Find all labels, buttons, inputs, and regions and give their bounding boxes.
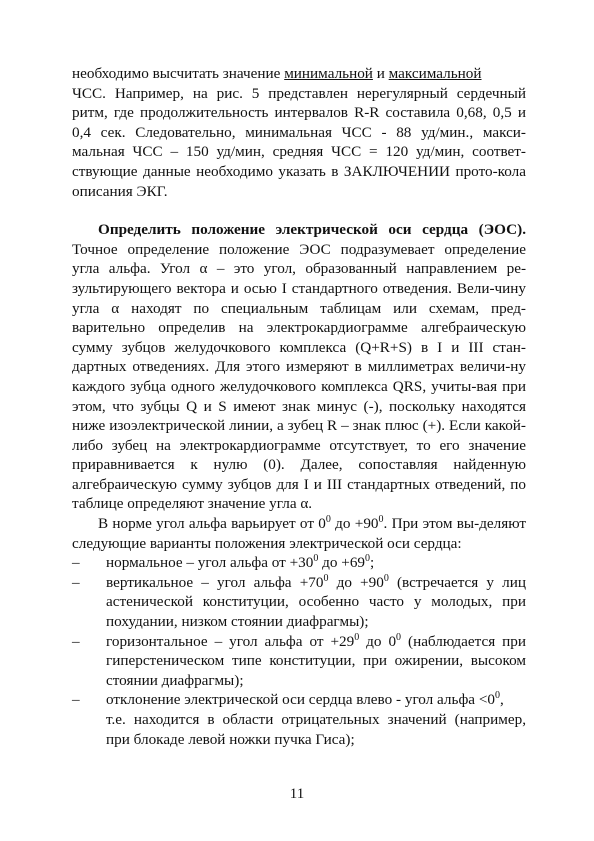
- paragraph-eos: [72, 220, 526, 514]
- dash-marker: –: [72, 554, 80, 572]
- text-span: необходимо высчитать значение: [72, 65, 285, 82]
- paragraph-heart-rate: [72, 64, 526, 201]
- text-span: нормальное – угол альфа от +30: [106, 554, 314, 572]
- text-span: отклонение электрической оси сердца влево - угол альфа <0: [106, 691, 495, 709]
- dash-marker: –: [72, 632, 80, 650]
- list-item: [72, 690, 526, 749]
- text-span: (наблюдается при гиперстеническом типе конституции, при ожирении, высоком стоянии диафрагмы);: [106, 632, 526, 689]
- text-span: до 0: [359, 632, 397, 650]
- degree-superscript: 0: [313, 553, 319, 565]
- text-span: (встречается у лиц астенической конституции, особенно часто у молодых, при похудании, низком стоянии диафрагмы);: [106, 573, 526, 631]
- text-span: до +90: [328, 573, 384, 591]
- text-span: до +90: [330, 515, 379, 533]
- section-heading: Определить положение электрической оси сердца (ЭОС).: [98, 221, 526, 239]
- dash-marker: –: [72, 691, 80, 709]
- page-number: 11: [289, 786, 305, 802]
- page-body: [72, 64, 526, 749]
- degree-superscript: 0: [365, 553, 371, 565]
- text-span: и: [372, 65, 389, 82]
- text-span: , т.е. находится в области отрицательных значений (например, при блокаде левой ножки пучка Гиса);: [106, 691, 526, 748]
- text-span: . При этом вы-деляют следующие варианты положения электрической оси сердца:: [72, 515, 527, 552]
- text-span: горизонтальное – угол альфа от +29: [106, 632, 355, 650]
- text-span: вертикальное – угол альфа +70: [106, 573, 324, 591]
- text-span: ЧСС. Например, на рис. 5 представлен нерегулярный сердечный ритм, где продолжительность интервалов R-R составила 0,68, 0,5 и 0,4 сек. Следовательно, минимальная ЧСС - 88 уд/мин., макси-мальная ЧСС – 150 уд/мин, средняя ЧСС = 120 уд/мин, соответ-ствующие данные необходимо указать в ЗАКЛЮЧЕНИИ прото-кола описания ЭКГ.: [72, 84, 526, 200]
- degree-superscript: 0: [378, 514, 384, 525]
- degree-superscript: 0: [325, 514, 331, 525]
- underlined-term-minimal: минимальной: [284, 65, 373, 82]
- axis-variants-list: [72, 553, 526, 749]
- underlined-term-maximal: максимальной: [388, 65, 482, 82]
- text-span: до +69: [318, 554, 366, 572]
- text-span: В норме угол альфа варьирует от 0: [98, 515, 326, 533]
- list-item: [72, 632, 526, 691]
- text-span: Точное определение положение ЭОС подразумевает определение угла альфа. Угол α – это угол, образованный направлением ре-зультирующего вектора и осью I стандартного отведения. Вели-чину угла α находят по специальным таблицам или схемам, пред-варительно определив на электрокардиограмме алгебраическую сумму зубцов желудочкового комплекса (Q+R+S) в I и III стан-дартных отведениях. Для этого измеряют в миллиметрах величи-ну каждого зубца одного желудочкового комплекса QRS, учиты-вая при этом, что зубцы Q и S имеют знак минус (-), поскольку находятся ниже изоэлектрической линии, а зубец R – знак плюс (+). Если какой-либо зубец на электрокардиограмме отсутствует, то его значение приравнивается к нулю (0). Далее, сопоставляя найденную алгебраическую сумму зубцов для I и III стандартных отведений, по таблице определяют значение угла α.: [72, 240, 526, 513]
- degree-superscript: 0: [396, 631, 402, 643]
- degree-superscript: 0: [323, 572, 329, 584]
- degree-superscript: 0: [354, 631, 360, 643]
- spacer: [72, 201, 526, 220]
- degree-superscript: 0: [383, 572, 389, 584]
- dash-marker: –: [72, 573, 80, 591]
- list-item: [72, 553, 526, 573]
- list-item: [72, 573, 526, 632]
- paragraph-norm: [72, 514, 526, 553]
- text-span: ;: [370, 554, 375, 572]
- degree-superscript: 0: [494, 690, 500, 702]
